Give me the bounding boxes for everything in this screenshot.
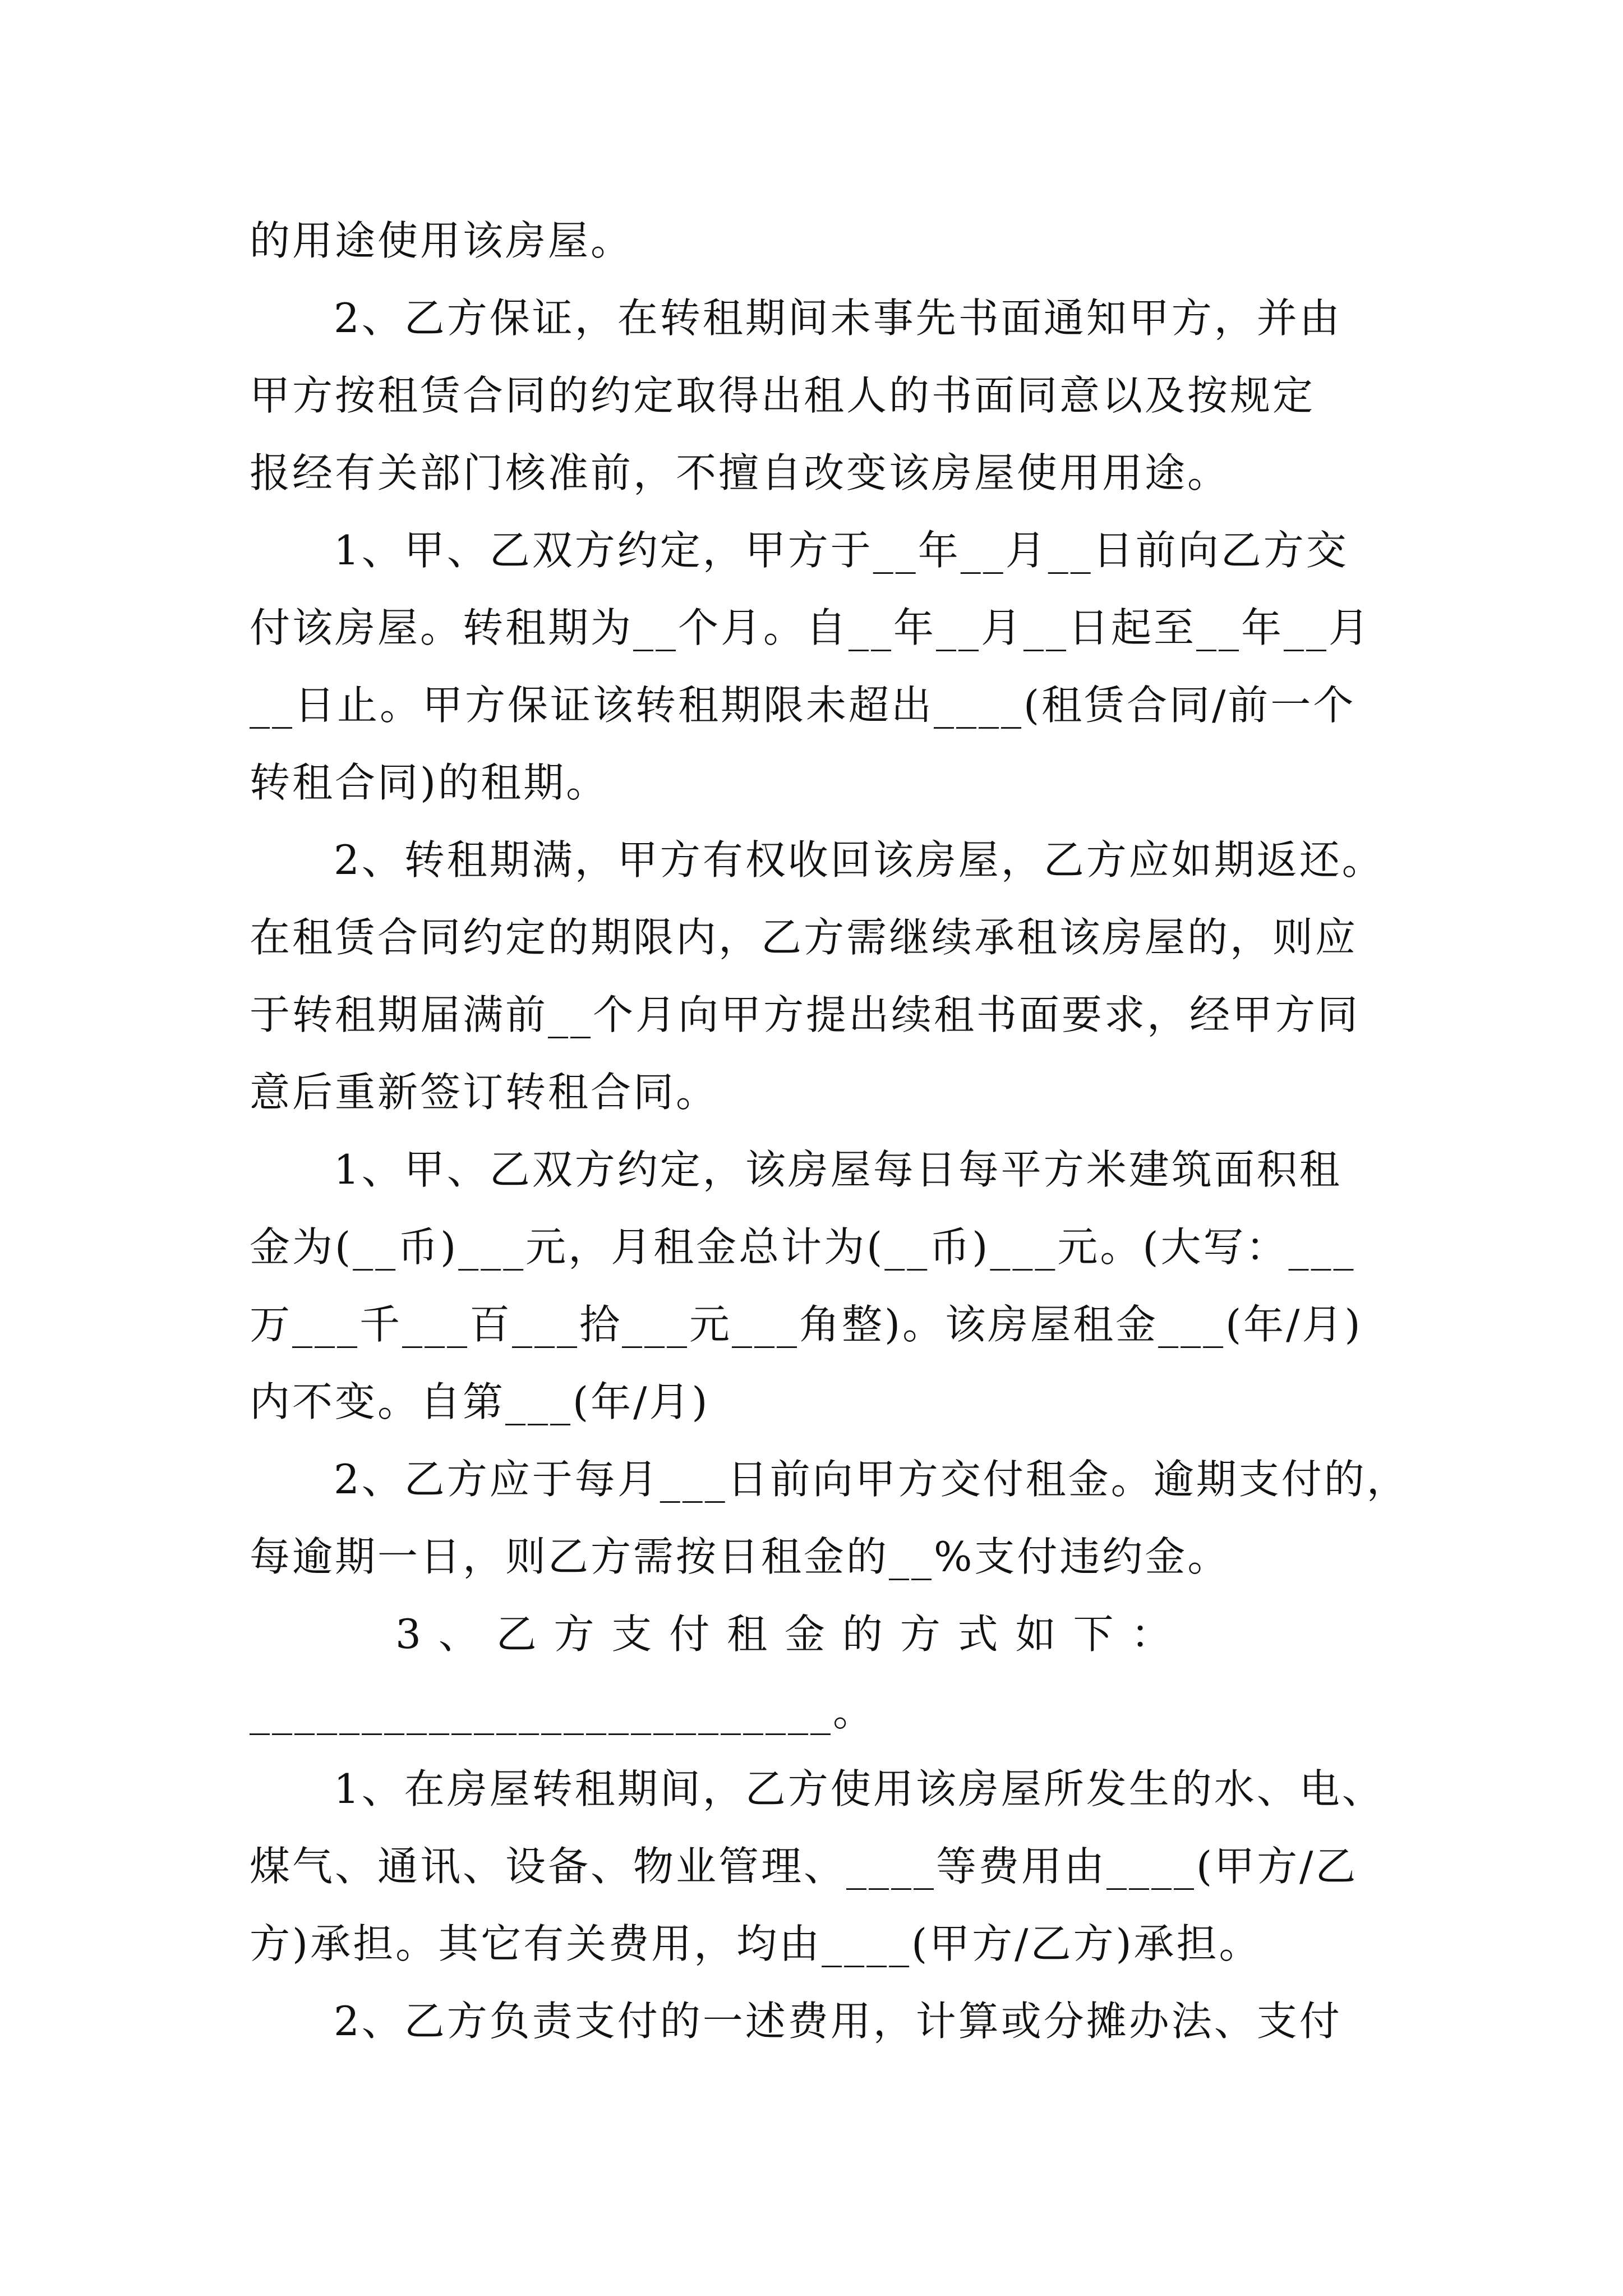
text-line: 内不变。自第___(年/月) [250,1378,710,1425]
text-line-spread: 3 、 乙 方 支 付 租 金 的 方 式 如 下 ： [395,1611,1174,1658]
text-line: 1、甲、乙双方约定，甲方于__年__月__日前向乙方交 [334,527,1349,574]
text-line: 煤气、通讯、设备、物业管理、____等费用由____(甲方/乙 [250,1843,1358,1890]
text-line: 1、在房屋转租期间，乙方使用该房屋所发生的水、电、 [334,1765,1385,1812]
text-line: 于转租期届满前__个月向甲方提出续租书面要求，经甲方同 [250,991,1361,1038]
text-line: 甲方按租赁合同的约定取得出租人的书面同意以及按规定 [250,372,1316,419]
text-line: 万___千___百___拾___元___角整)。该房屋租金___(年/月) [250,1301,1363,1348]
text-line: 转租合同)的租期。 [250,759,609,806]
text-line: 1、甲、乙双方约定，该房屋每日每平方米建筑面积租 [334,1146,1342,1193]
text-line: 报经有关部门核准前，不擅自改变该房屋使用用途。 [250,449,1230,496]
text-line: 意后重新签订转租合同。 [250,1069,719,1116]
text-line: 2、转租期满，甲方有权收回该房屋，乙方应如期返还。 [334,836,1385,884]
text-line: 2、乙方应于每月___日前向甲方交付租金。逾期支付的， [334,1456,1409,1503]
text-line: 在租赁合同约定的期限内，乙方需继续承租该房屋的，则应 [250,914,1358,961]
text-line: __日止。甲方保证该转租期限未超出____(租赁合同/前一个 [250,682,1356,729]
text-line: 每逾期一日，则乙方需按日租金的__%支付违约金。 [250,1533,1230,1580]
text-line: 金为(__币)___元，月租金总计为(__币)___元。(大写：___ [250,1223,1356,1271]
text-line: 的用途使用该房屋。 [250,217,634,264]
contract-text-body [250,202,1409,2060]
text-line: 付该房屋。转租期为__个月。自__年__月__日起至__年__月 [250,604,1372,651]
text-line: 2、乙方保证，在转租期间未事先书面通知甲方，并由 [334,295,1342,342]
text-line: 2、乙方负责支付的一述费用，计算或分摊办法、支付 [334,1998,1342,2045]
text-line: __________________________。 [250,1688,875,1735]
text-line: 方)承担。其它有关费用，均由____(甲方/乙方)承担。 [250,1920,1262,1967]
